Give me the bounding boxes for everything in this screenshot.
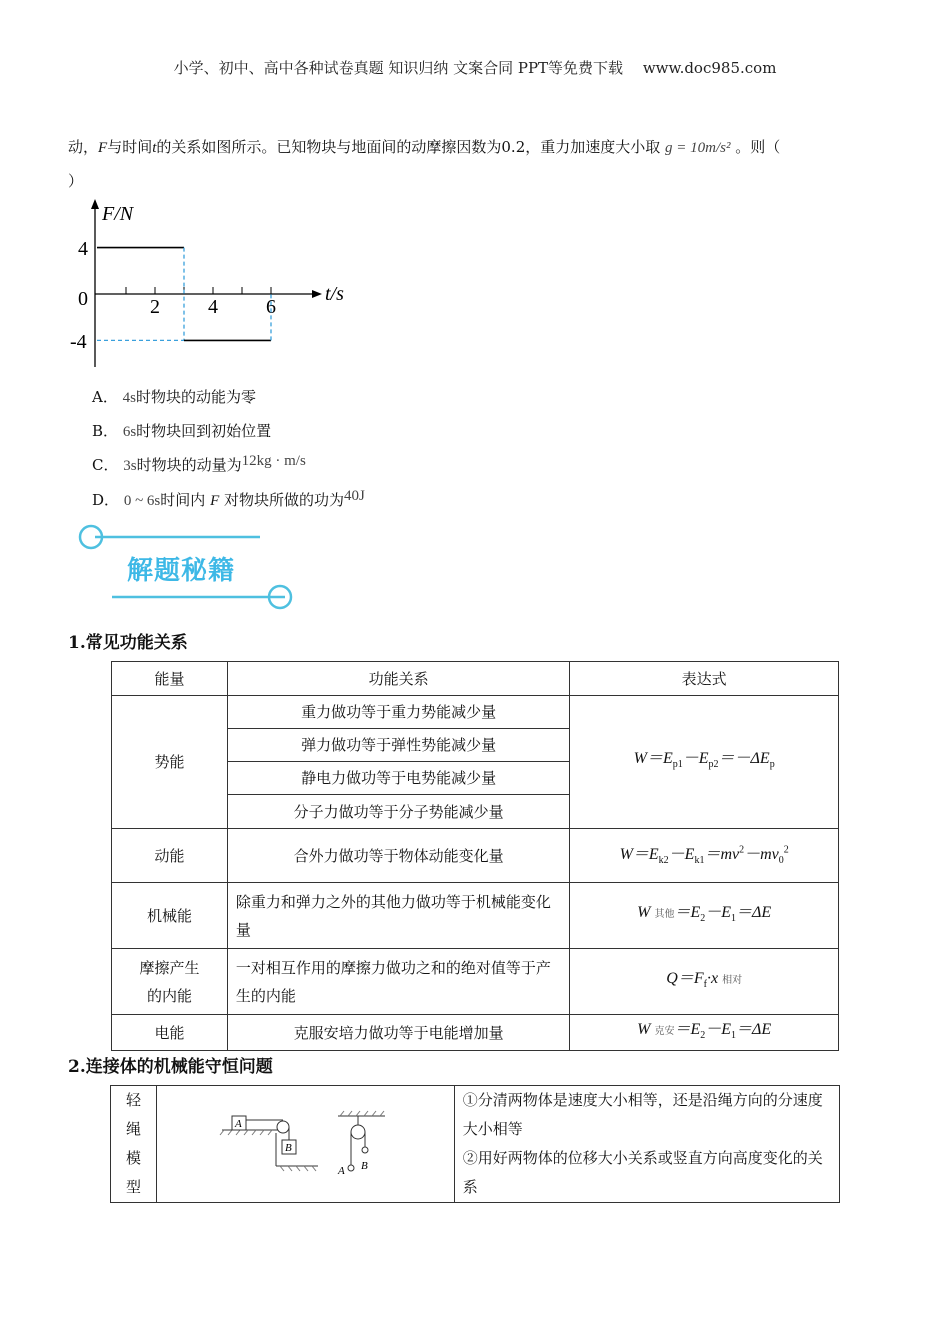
formula: W 克安$=E_2-E_1=\Delta E$ [637, 1021, 772, 1042]
table-row: 分子力做功等于分子势能减少量 [112, 795, 839, 829]
option-c[interactable]: C． 3s时物块的动量为12kg · m/s [92, 453, 306, 474]
x-tick-label: 4 [208, 296, 218, 318]
svg-text:B: B [285, 1142, 293, 1154]
model-label: 轻绳模型 [111, 1086, 157, 1203]
y-axis-arrow [91, 199, 99, 209]
note: ①分清两物体是速度大小相等，还是沿绳方向的分速度大小相等 [462, 1091, 823, 1138]
badge-title: 解题秘籍 [127, 556, 236, 586]
table-row: 势能 重力做功等于重力势能减少量 $W=E_{p1}-E_{p2}=-\Delta E_p$ [112, 696, 839, 729]
formula: $W=E_{k2}-E_{k1}=mv^2-mv_0^2$ [619, 844, 789, 866]
table-row: 静电力做功等于电势能减少量 [112, 762, 839, 795]
text: 动， [68, 138, 99, 156]
x-tick-label: 6 [266, 296, 276, 318]
table-row: 动能 合外力做功等于物体动能变化量 $W=E_{k2}-E_{k1}=mv^2-mv_0^2$ [112, 829, 839, 883]
page-header: 小学、初中、高中各种试卷真题 知识归纳 文案合同 PPT等免费下载 www.doc985.com [173, 59, 777, 77]
table-row: 摩擦产生的内能 一对相互作用的摩擦力做功之和的绝对值等于产生的内能 $Q=F_f\cdot x$ 相对 [112, 949, 839, 1015]
svg-text:A: A [235, 1118, 243, 1130]
x-label: t/s [325, 283, 344, 305]
y-tick-label: 4 [78, 238, 88, 260]
option-d[interactable]: D． 0 ~ 6s时间内 F 对物块所做的功为40J [92, 488, 365, 509]
y-label: F/N [102, 203, 134, 225]
table-row: 电能 克服安培力做功等于电能增加量 W 克安$=E_2-E_1=\Delta E$ [112, 1015, 839, 1051]
table-header: 能量 功能关系 表达式 [112, 662, 839, 696]
connected-body-table [110, 1085, 840, 1203]
energy-table [111, 661, 839, 1051]
var-t: t [152, 140, 157, 156]
rope-model-diagram [210, 1097, 400, 1182]
text: 的关系如图所示。已知物块与地面间的动摩擦因数为0.2，重力加速度大小取 [156, 138, 661, 156]
text: 与时间 [107, 138, 153, 156]
table-row: 机械能 除重力和弹力之外的其他力做功等于机械能变化量 W 其他$=E_2-E_1=\Delta E$ [112, 883, 839, 949]
formula: $Q=F_f\cdot x$ 相对 [666, 969, 743, 991]
question-line [68, 136, 780, 157]
notes-cell [454, 1086, 839, 1203]
option-a[interactable]: A． 4s时物块的动能为零 [92, 388, 256, 406]
text: 。则（ [735, 138, 781, 156]
var-f: F [98, 140, 108, 156]
option-b[interactable]: B． 6s时物块回到初始位置 [92, 422, 272, 440]
solution-badge [75, 520, 300, 615]
section-2-title: 2.连接体的机械能守恒问题 [68, 1057, 273, 1077]
svg-text:B: B [361, 1160, 369, 1172]
formula: $W=E_{p1}-E_{p2}=-\Delta E_p$ [633, 750, 775, 771]
note: ②用好两物体的位移大小关系或竖直方向高度变化的关系 [462, 1149, 823, 1196]
svg-text:A: A [338, 1165, 346, 1177]
table-row [111, 1086, 840, 1203]
x-axis-arrow [312, 290, 322, 298]
section-1-title: 1.常见功能关系 [68, 633, 188, 653]
x-tick-label: 2 [150, 296, 160, 318]
force-time-chart [60, 195, 360, 375]
formula: W 其他$=E_2-E_1=\Delta E$ [637, 903, 772, 925]
y-tick-label: 0 [78, 288, 88, 310]
y-tick-label: -4 [70, 331, 87, 353]
g-value: g = 10m/s² [665, 140, 731, 156]
question-line2: ） [68, 172, 84, 190]
table-row: 弹力做功等于弹性势能减少量 [112, 729, 839, 762]
diagram-cell [156, 1086, 454, 1203]
